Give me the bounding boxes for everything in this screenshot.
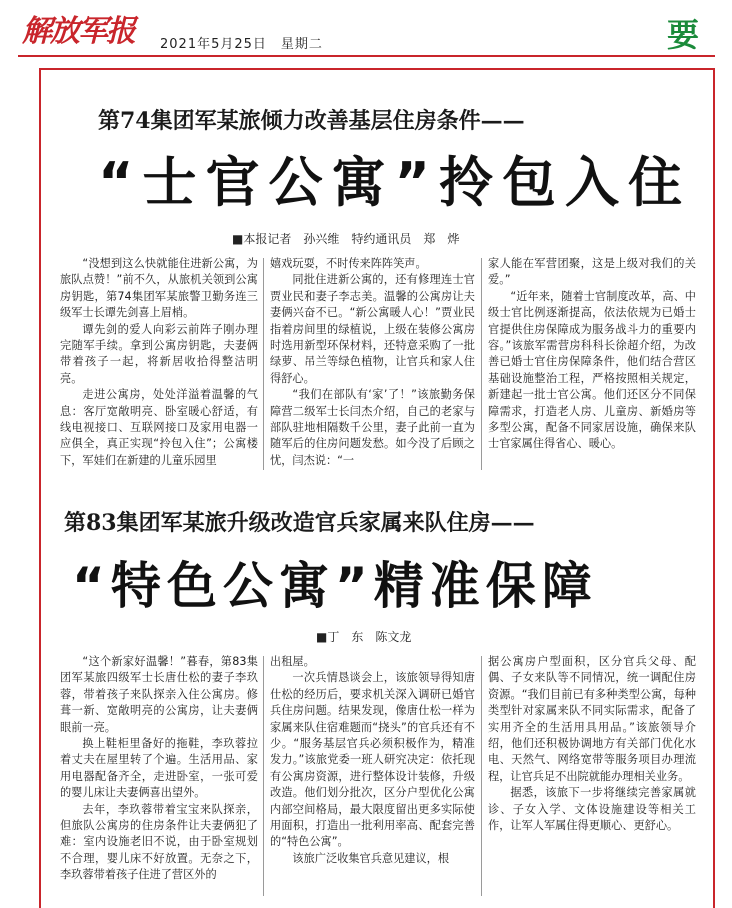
article1-column-1 <box>60 256 258 469</box>
paragraph: 嬉戏玩耍，不时传来阵阵笑声。 <box>270 257 427 270</box>
paragraph: 同批住进新公寓的，还有修理连士官贾业民和妻子李志美。温馨的公寓房让夫妻俩兴奋不已。“新公寓暖人心！”贾业民指着房间里的绿植说，上级在装修公寓房时选用新型环保材料，还特意采购了一批绿萝、吊兰等绿色植物，让官兵和家人住得舒心。 <box>270 273 475 385</box>
article2-column-3 <box>488 654 696 834</box>
paragraph: “我们在部队有‘家’了！”该旅勤务保障营二级军士长闫杰介绍，自己的老家与部队驻地相隔数千公里，妻子此前一直为随军后的住房问题发愁。如今没了后顾之忧，闫杰说：“一 <box>270 388 475 467</box>
paragraph: “这个新家好温馨！”暮春，第83集团军某旅四级军士长唐仕松的妻子李玖蓉，带着孩子来队探亲入住公寓房。修葺一新、宽敞明亮的公寓房，让夫妻俩眼前一亮。 <box>60 655 258 734</box>
article1-byline: ■本报记者 孙兴维 特约通讯员 郑 烨 <box>232 232 460 246</box>
column-divider <box>263 258 264 470</box>
article2-headline: “特色公寓”精准保障 <box>72 557 598 615</box>
article2-kicker: 第83集团军某旅升级改造官兵家属来队住房—— <box>64 510 535 536</box>
newspaper-masthead: 解放军报 <box>22 14 134 49</box>
article2-column-2 <box>270 654 475 867</box>
paragraph: “没想到这么快就能住进新公寓，为旅队点赞！”前不久，从旅机关领到公寓房钥匙，第74集团军某旅警卫勤务连三级军士长谭先剑喜上眉梢。 <box>60 257 258 320</box>
paragraph: 据悉，该旅下一步将继续完善家属就诊、子女入学、文体设施建设等相关工作，让军人军属住得更顺心、更舒心。 <box>488 786 696 833</box>
paragraph: 去年，李玖蓉带着宝宝来队探亲，但旅队公寓房的住房条件让夫妻俩犯了难：室内设施老旧不说，由于卧室规划不合理，婴儿床不好放置。无奈之下，李玖蓉带着孩子住进了营区外的 <box>60 802 258 882</box>
article1-kicker: 第74集团军某旅倾力改善基层住房条件—— <box>98 108 525 134</box>
article2-column-1 <box>60 654 258 884</box>
paragraph: 据公寓房户型面积，区分官兵父母、配偶、子女来队等不同情况，统一调配住房资源。“我们目前已有多种类型公寓，每种类型针对家属来队不同实际需求，配备了实用齐全的生活用具用品。”该旅领导介绍，他们还积极协调地方有关部门优化水电、天然气、网络宽带等服务项目办理流程，让官兵足不出院就能办理相关业务。 <box>488 655 696 783</box>
column-divider <box>481 656 482 896</box>
paragraph: 换上鞋柜里备好的拖鞋，李玖蓉拉着丈夫在屋里转了个遍。生活用品、家用电器配备齐全，走进卧室，一张可爱的婴儿床让夫妻俩喜出望外。 <box>60 737 258 800</box>
paragraph: 该旅广泛收集官兵意见建议，根 <box>292 851 450 865</box>
paragraph: 家人能在军营团聚，这是上级对我们的关爱。” <box>488 257 696 287</box>
article1-headline: “士官公寓”拎包入住 <box>98 151 691 214</box>
article1-column-3 <box>488 256 696 453</box>
section-label: 要 <box>667 16 700 54</box>
article1-column-2 <box>270 256 475 469</box>
paragraph: 走进公寓房，处处洋溢着温馨的气息：客厅宽敞明亮、卧室暖心舒适，有线电视接口、互联网接口及家用电器一应俱全，真正实现“拎包入住”；公寓楼下，军娃们在新建的儿童乐园里 <box>60 388 258 467</box>
column-divider <box>263 656 264 896</box>
column-divider <box>481 258 482 470</box>
publication-date: 2021年5月25日 星期二 <box>160 37 323 52</box>
paragraph: 谭先剑的爱人向彩云前阵子刚办理完随军手续。拿到公寓房钥匙，夫妻俩带着孩子一起，将新居收拾得整洁明亮。 <box>60 322 258 385</box>
paragraph: “近年来，随着士官制度改革，高、中级士官比例逐渐提高，依法依规为已婚士官提供住房保障成为服务战斗力的重要内容。”该旅军需营房科科长徐超介绍，为改善已婚士官住房保障条件，他们结合营区基础设施整治工程，严格按照相关规定，新建起一批士官公寓。他们还区分不同保障需求，打造老人房、儿童房、新婚房等多型公寓，配备不同家居设施，确保来队士官家属住得省心、暖心。 <box>488 289 696 451</box>
article2-byline: ■丁 东 陈文龙 <box>316 630 412 644</box>
paragraph: 出租屋。 <box>270 655 315 668</box>
paragraph: 一次兵情恳谈会上，该旅领导得知唐仕松的经历后，要求机关深入调研已婚官兵住房问题。结果发现，像唐仕松一样为家属来队住宿难题而“挠头”的官兵还有不少。“服务基层官兵必须积极作为，精准发力。”该旅党委一班人研究决定：依托现有公寓房资源，进行整体设计装修，升级改造。他们划分批次，区分户型优化公寓内部空间格局，最大限度留出更多实际使用面积，打造出一批利用率高、配套完善的“特色公寓”。 <box>270 671 475 849</box>
header-rule <box>18 55 715 57</box>
